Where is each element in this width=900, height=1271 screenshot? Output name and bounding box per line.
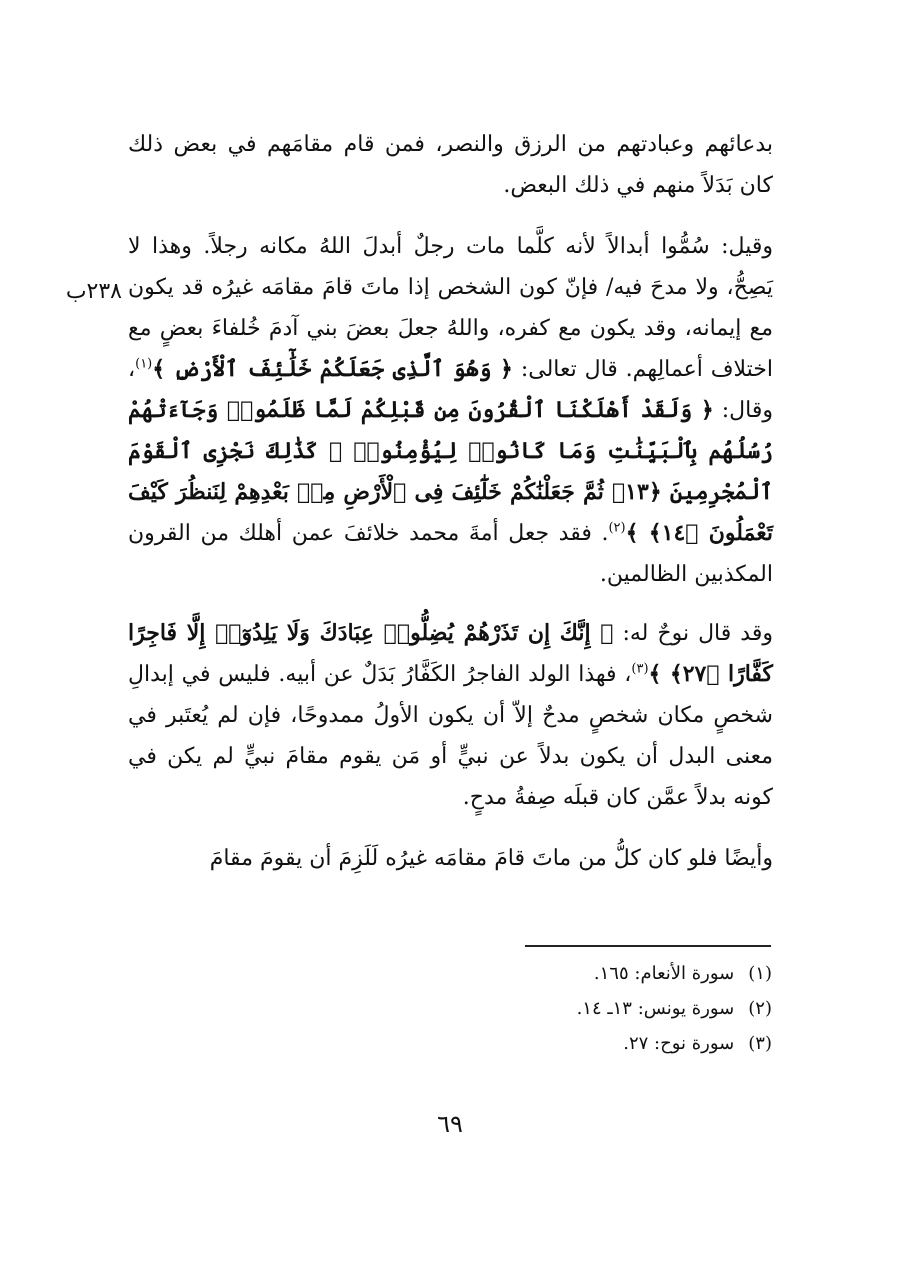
paragraph-text <box>128 613 773 818</box>
body-paragraph-2 <box>128 226 773 595</box>
page-number: ٦٩ <box>437 1110 463 1138</box>
manuscript-folio-marker: ٢٣٨ب <box>65 279 122 304</box>
paragraph-segment: ، وقال: <box>128 357 773 423</box>
paragraph-text: وأيضًا فلو كان كلُّ من ماتَ قامَ مقامَه غيرُه لَلَزِمَ أن يقومَ مقامَ <box>209 846 773 871</box>
footnotes <box>352 956 772 1061</box>
footnote-text: سورة يونس: ١٣ـ ١٤. <box>576 998 735 1019</box>
body-paragraph-1 <box>128 124 773 206</box>
footnote <box>352 991 772 1026</box>
quran-quote: ﴿ إِنَّكَ إِن تَذَرْهُمْ يُضِلُّوا۟ عِبَادَكَ وَلَا يَلِدُوٓا۟ إِلَّا فَاجِرًا كَفَّارًا ﴿٢٧﴾ ﴾ <box>128 620 774 687</box>
paragraph-segment: . فقد جعل أمةَ محمد خلائفَ عمن أهلك من القرون المكذبين الظالمين. <box>128 521 773 587</box>
paragraph-segment: وقد قال نوحٌ له: <box>613 621 773 646</box>
footnote-ref: (٢) <box>608 520 626 536</box>
quran-quote: ﴿ وَلَقَدْ أَهْلَكْنَا ٱلْقُرُونَ مِن قَبْلِكُمْ لَمَّا ظَلَمُوا۟ وَجَآءَتْهُمْ رُسُلُهُم بِٱلْبَيِّنَٰتِ وَمَا كَانُوا۟ لِيُؤْمِنُوا۟ ۚ كَذَٰلِكَ نَجْزِى ٱلْقَوْمَ ٱلْمُجْرِمِينَ ﴿١٣﴾ ثُمَّ جَعَلْنَٰكُمْ خَلَٰٓئِفَ فِى ٱلْأَرْضِ مِنۢ بَعْدِهِمْ لِنَنظُرَ كَيْفَ تَعْمَلُونَ ﴿١٤﴾ ﴾ <box>128 397 773 546</box>
footnote <box>352 1026 772 1061</box>
body-paragraph-3 <box>128 613 773 818</box>
footnote <box>352 956 772 991</box>
footnote-text: سورة نوح: ٢٧. <box>623 1033 735 1054</box>
footnote-text: سورة الأنعام: ١٦٥. <box>593 963 735 984</box>
paragraph-text <box>128 226 773 595</box>
footnote-number: (٢) <box>748 998 772 1019</box>
paragraph-segment: وقيل: سُمُّوا أبدالاً لأنه كلَّما مات رجلٌ أبدلَ اللهُ مكانه رجلاً. وهذا لا يَصِحُّ، ولا مدحَ فيه/ فإنّ كون الشخص إذا ماتَ قامَ مقامَه غيرُه قد يكون مع إيمانه، وقد يكون مع كفره، واللهُ جعلَ بعضَ بني آدمَ خُلفاءَ بعضٍ مع اختلاف أعمالِهم. قال تعالى: <box>128 234 773 382</box>
footnote-ref: (٣) <box>631 661 649 677</box>
footnote-number: (٣) <box>748 1033 772 1054</box>
footnote-number: (١) <box>748 963 772 984</box>
paragraph-text: بدعائهم وعبادتهم من الرزق والنصر، فمن قام مقامَهم في بعض ذلك كان بَدَلاً منهم في ذلك البعض. <box>128 132 773 198</box>
quran-quote: ﴿ وَهُوَ ٱلَّذِى جَعَلَكُمْ خَلَٰٓئِفَ ٱلْأَرْضِ ﴾ <box>152 356 513 382</box>
footnote-ref: (١) <box>135 356 153 372</box>
footnote-separator <box>525 945 771 947</box>
body-paragraph-4 <box>128 838 773 879</box>
paragraph-segment: ، فهذا الولد الفاجرُ الكَفَّارُ بَدَلٌ عن أبيه. فليس في إبدالِ شخصٍ مكان شخصٍ مدحٌ إلاّ أن يكون الأولُ ممدوحًا، فإن لم يُعتَبر في معنى البدل أن يكون بدلاً عن نبيٍّ أو مَن يقوم مقامَ نبيٍّ لم يكن في كونه بدلاً عمَّن كان قبلَه صِفةُ مدحٍ. <box>128 662 773 810</box>
